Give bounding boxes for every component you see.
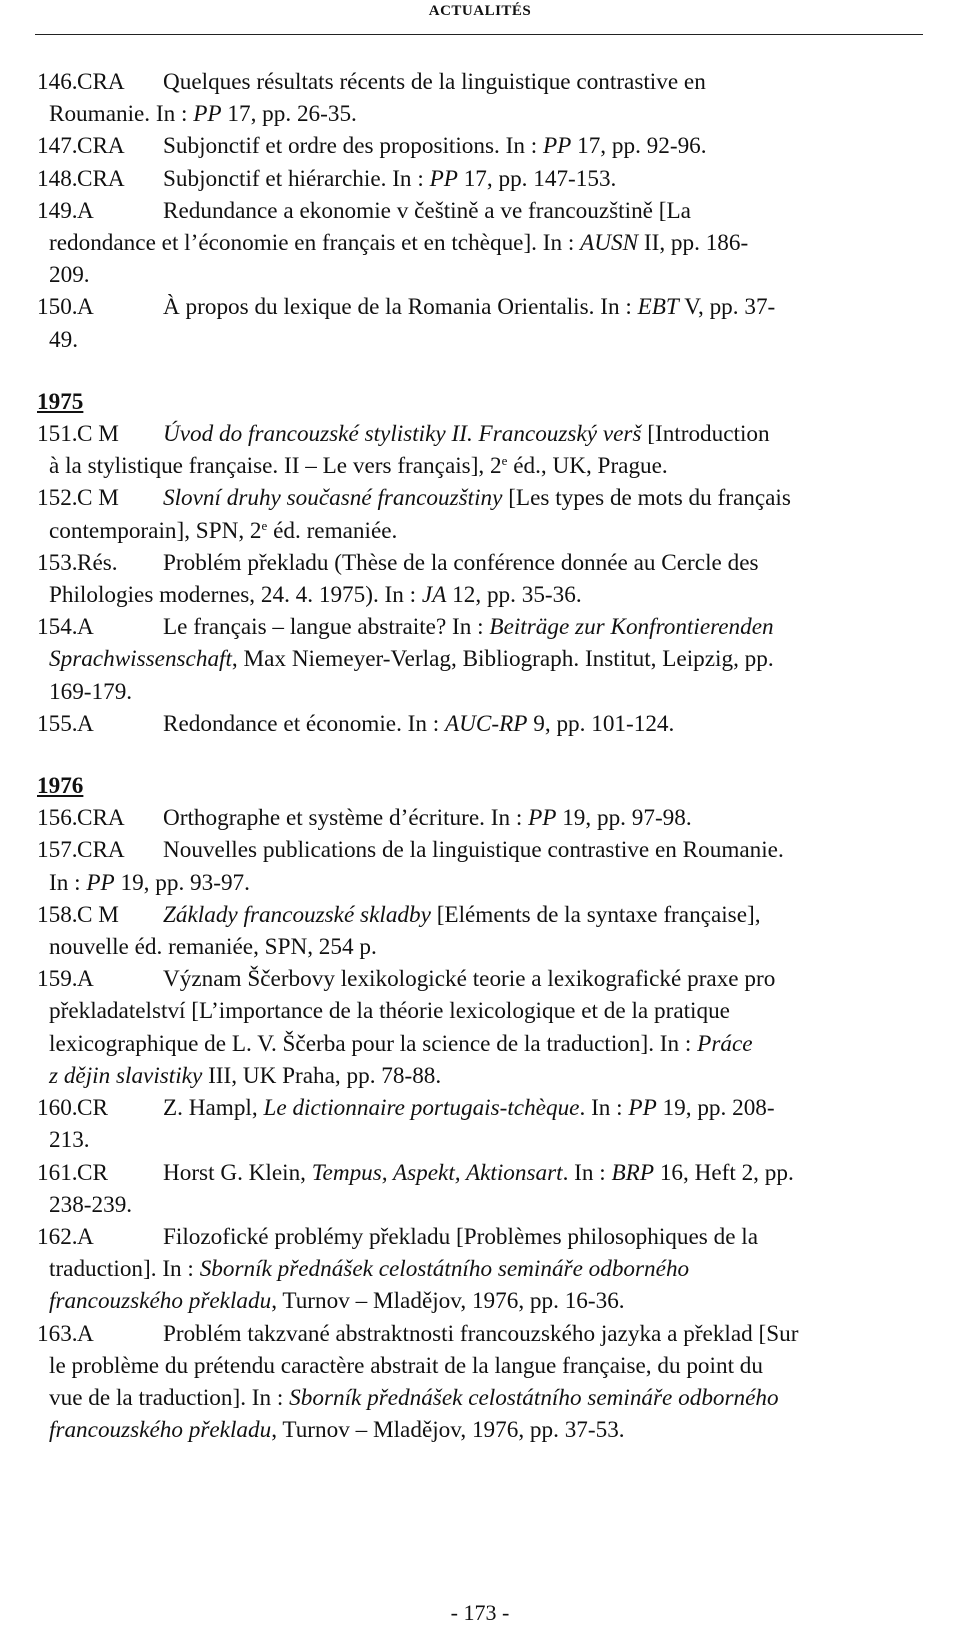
entry-text: nouvelle éd. remaniée, SPN, 254 p. — [49, 934, 377, 961]
italic-title: Práce — [697, 1030, 753, 1057]
entry-line — [37, 418, 921, 450]
entry-text: 209. — [49, 262, 90, 289]
italic-title: Sborník přednášek celostátního semináře odborného — [199, 1256, 690, 1283]
entry-number: 148. — [37, 165, 78, 192]
year-heading: 1976 — [37, 773, 84, 800]
entry-line — [37, 899, 921, 931]
entry-type: CRA — [77, 805, 125, 832]
entry-type: A — [77, 1320, 94, 1347]
entry-type: CRA — [77, 133, 125, 160]
entry-line — [37, 1318, 921, 1350]
italic-title: PP — [628, 1095, 657, 1122]
entry-text: II, pp. 186- — [638, 230, 749, 257]
entry-text: vue de la traduction]. In : — [49, 1384, 290, 1411]
italic-title: Le dictionnaire portugais-tchèque — [263, 1095, 580, 1122]
entry-text: Filozofické problémy překladu [Problèmes philosophiques de la — [163, 1223, 759, 1250]
italic-title: EBT — [637, 294, 679, 321]
entry-text: 9, pp. 101-124. — [527, 710, 675, 737]
entry-type: C M — [77, 901, 119, 928]
entry-text: 19, pp. 97-98. — [556, 805, 692, 832]
entry-text: lexicographique de L. V. Ščerba pour la science de la traduction]. In : — [49, 1030, 698, 1057]
bibliography-entry — [37, 963, 921, 1092]
entry-text: e — [501, 453, 508, 469]
entry-number: 155. — [37, 710, 78, 737]
entry-line — [37, 227, 921, 259]
bibliography-entry — [37, 1157, 921, 1221]
italic-title: Sprachwissenschaft — [49, 646, 232, 673]
entry-type: C M — [77, 485, 119, 512]
italic-title: Slovní druhy současné francouzštiny — [163, 485, 503, 512]
entry-line — [37, 1382, 921, 1414]
entry-line — [37, 163, 921, 195]
entry-number: 147. — [37, 133, 78, 160]
bibliography-entry — [37, 1092, 921, 1156]
entry-number: 151. — [37, 421, 78, 448]
entry-line — [37, 66, 921, 98]
entry-text: Quelques résultats récents de la linguistique contrastive en — [163, 69, 706, 95]
bibliography-entry — [37, 708, 921, 740]
entry-text: redondance et l’économie en français et en tchèque]. In : — [49, 230, 581, 257]
entry-text: Roumanie. In : — [49, 101, 194, 128]
entry-text: V, pp. 37- — [678, 294, 776, 321]
bibliography-entry — [37, 1318, 921, 1447]
italic-title: JA — [421, 582, 447, 609]
entry-number: 149. — [37, 197, 78, 224]
entry-line — [37, 1028, 921, 1060]
entry-number: 162. — [37, 1223, 78, 1250]
entry-number: 159. — [37, 966, 78, 993]
entry-line — [37, 1285, 921, 1317]
italic-title: Beiträge zur Konfrontierenden — [489, 614, 774, 641]
entry-number: 152. — [37, 485, 78, 512]
bibliography-entry — [37, 418, 921, 482]
entry-text: , Turnov – Mladějov, 1976, pp. 37-53. — [271, 1417, 625, 1444]
italic-title: AUC-RP — [445, 710, 528, 737]
italic-title: Úvod do francouzské stylistiky II. Francouzský verš — [163, 421, 642, 448]
entry-line — [37, 547, 921, 579]
entry-number: 160. — [37, 1095, 78, 1122]
entry-line — [37, 963, 921, 995]
entry-text: [Eléments de la syntaxe française], — [430, 901, 761, 928]
entry-text: Philologies modernes, 24. 4. 1975). In : — [49, 582, 422, 609]
entry-text: 17, pp. 26-35. — [221, 101, 357, 128]
entry-text: 16, Heft 2, pp. — [654, 1159, 794, 1186]
bibliography-entry — [37, 291, 921, 355]
entry-line — [37, 1060, 921, 1092]
entry-line — [37, 643, 921, 675]
entry-text: Subjonctif et hiérarchie. In : — [163, 165, 430, 192]
italic-title: Tempus, Aspekt, Aktionsart — [311, 1159, 563, 1186]
entry-line — [37, 450, 921, 482]
entry-text: [Introduction — [641, 421, 770, 448]
entry-line — [37, 834, 921, 866]
entry-line — [37, 1189, 921, 1221]
entry-text: 17, pp. 92-96. — [571, 133, 707, 160]
entry-line — [37, 931, 921, 963]
entry-number: 154. — [37, 614, 78, 641]
entry-text: , Max Niemeyer-Verlag, Bibliograph. Institut, Leipzig, pp. — [231, 646, 774, 673]
entry-text: Z. Hampl, — [163, 1095, 264, 1122]
entry-line — [37, 802, 921, 834]
entry-number: 146. — [37, 69, 78, 95]
bibliography-entry — [37, 611, 921, 708]
entry-text: 238-239. — [49, 1191, 133, 1218]
entry-text: , Turnov – Mladějov, 1976, pp. 16-36. — [271, 1288, 625, 1315]
entry-text: 49. — [49, 326, 78, 353]
entry-text: [Les types de mots du français — [502, 485, 791, 512]
entry-text: Le français – langue abstraite? In : — [163, 614, 490, 641]
entry-line — [37, 611, 921, 643]
entry-text: 169-179. — [49, 678, 133, 705]
entry-line — [37, 291, 921, 323]
entry-line — [37, 1157, 921, 1189]
entry-text: III, UK Praha, pp. 78-88. — [202, 1062, 442, 1089]
entry-line — [37, 259, 921, 291]
entry-text: e — [261, 517, 268, 533]
italic-title: Sborník přednášek celostátního semináře odborného — [289, 1384, 779, 1411]
page-number: - 173 - — [450, 1600, 510, 1625]
entry-line — [37, 324, 921, 356]
entry-line — [37, 98, 921, 130]
entry-text: le problème du prétendu caractère abstrait de la langue française, du point du — [49, 1352, 763, 1379]
italic-title: BRP — [611, 1159, 655, 1186]
entry-line — [37, 1221, 921, 1253]
bibliography-list — [37, 66, 921, 1446]
entry-type: A — [77, 294, 94, 321]
header-rule — [35, 34, 923, 35]
entry-line — [37, 482, 921, 514]
year-heading: 1975 — [37, 388, 84, 415]
entry-line — [37, 1350, 921, 1382]
bibliography-entry — [37, 1221, 921, 1318]
entry-text: Problém překladu (Thèse de la conférence donnée au Cercle des — [163, 549, 759, 576]
entry-number: 158. — [37, 901, 78, 928]
entry-type: CRA — [77, 69, 125, 95]
entry-type: A — [77, 614, 94, 641]
entry-type: CR — [77, 1095, 108, 1122]
entry-text: Horst G. Klein, — [163, 1159, 312, 1186]
bibliography-entry — [37, 482, 921, 546]
entry-line — [37, 1124, 921, 1156]
bibliography-entry — [37, 899, 921, 963]
entry-line — [37, 867, 921, 899]
bibliography-entry — [37, 130, 921, 162]
entry-type: A — [77, 966, 94, 993]
entry-number: 157. — [37, 837, 78, 864]
entry-type: C M — [77, 421, 119, 448]
entry-text: 17, pp. 147-153. — [457, 165, 617, 192]
entry-number: 161. — [37, 1159, 78, 1186]
entry-number: 156. — [37, 805, 78, 832]
bibliography-entry — [37, 802, 921, 834]
entry-text: 19, pp. 208- — [656, 1095, 775, 1122]
entry-type: Rés. — [77, 549, 118, 576]
entry-text: . In : — [579, 1095, 629, 1122]
entry-text: 19, pp. 93-97. — [114, 869, 250, 896]
entry-line — [37, 1253, 921, 1285]
entry-text: 12, pp. 35-36. — [446, 582, 582, 609]
entry-text: překladatelství [L’importance de la théorie lexicologique et de la pratique — [49, 998, 730, 1025]
entry-text: Nouvelles publications de la linguistique contrastive en Roumanie. — [163, 837, 784, 864]
entry-text: Orthographe et système d’écriture. In : — [163, 805, 529, 832]
entry-number: 153. — [37, 549, 78, 576]
entry-line — [37, 195, 921, 227]
entry-text: Redondance et économie. In : — [163, 710, 446, 737]
entry-text: Redundance a ekonomie v češtině a ve francouzštině [La — [163, 197, 691, 224]
italic-title: PP — [542, 133, 572, 160]
entry-text: éd. remaniée. — [267, 517, 398, 544]
bibliography-entry — [37, 834, 921, 898]
entry-text: Subjonctif et ordre des propositions. In : — [163, 133, 543, 160]
entry-type: A — [77, 1223, 94, 1250]
entry-number: 163. — [37, 1320, 78, 1347]
entry-type: A — [77, 197, 94, 224]
running-header: ACTUALITÉS — [428, 3, 532, 19]
entry-type: CRA — [77, 165, 125, 192]
italic-title: francouzského překladu — [49, 1417, 272, 1444]
entry-line — [37, 579, 921, 611]
entry-text: 213. — [49, 1127, 90, 1154]
italic-title: z dějin slavistiky — [49, 1062, 203, 1089]
entry-line — [37, 515, 921, 547]
bibliography-entry — [37, 547, 921, 611]
italic-title: PP — [193, 101, 222, 128]
entry-type: CRA — [77, 837, 125, 864]
entry-text: Problém takzvané abstraktnosti francouzského jazyka a překlad [Sur — [163, 1320, 799, 1347]
entry-line — [37, 130, 921, 162]
italic-title: PP — [528, 805, 557, 832]
entry-text: À propos du lexique de la Romania Orientalis. In : — [163, 294, 638, 321]
entry-text: traduction]. In : — [49, 1256, 200, 1283]
entry-number: 150. — [37, 294, 78, 321]
entry-line — [37, 708, 921, 740]
italic-title: francouzského překladu — [49, 1288, 272, 1315]
entry-text: In : — [49, 869, 87, 896]
entry-text: . In : — [562, 1159, 612, 1186]
entry-line — [37, 1414, 921, 1446]
entry-type: A — [77, 710, 94, 737]
italic-title: PP — [86, 869, 115, 896]
entry-text: contemporain], SPN, 2 — [49, 517, 262, 544]
italic-title: PP — [429, 165, 458, 192]
bibliography-entry — [37, 66, 921, 130]
entry-line — [37, 1092, 921, 1124]
bibliography-entry — [37, 163, 921, 195]
entry-line — [37, 676, 921, 708]
entry-text: à la stylistique française. II – Le vers français], 2 — [49, 453, 502, 480]
entry-line — [37, 995, 921, 1027]
entry-text: Význam Ščerbovy lexikologické teorie a lexikografické praxe pro — [163, 966, 776, 993]
entry-text: éd., UK, Prague. — [507, 453, 668, 480]
italic-title: Základy francouzské skladby — [163, 901, 431, 928]
bibliography-entry — [37, 195, 921, 292]
italic-title: AUSN — [580, 230, 639, 257]
entry-type: CR — [77, 1159, 108, 1186]
